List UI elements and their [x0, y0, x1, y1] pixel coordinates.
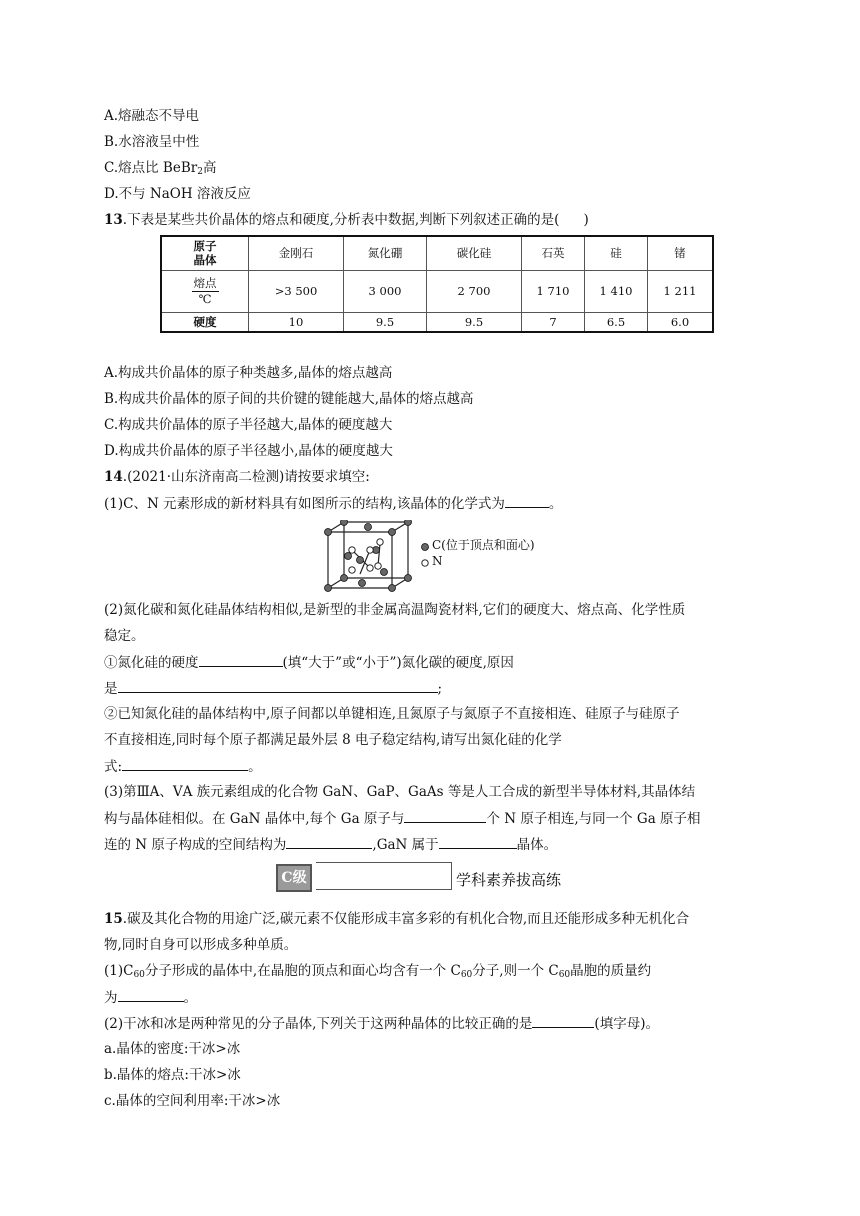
banner-rule-box: [316, 862, 452, 890]
col-quartz: 石英: [522, 236, 585, 270]
q12-option-d: D.不与 NaOH 溶液反应: [104, 186, 251, 202]
banner-title: 学科素养拔高练: [456, 871, 562, 889]
col-diamond: 金刚石: [249, 236, 344, 270]
q14-part3-line2: 构与晶体硅相似。在 GaN 晶体中,每个 Ga 原子与 个 N 原子相连,与同一个 Ga 原子相: [104, 808, 701, 829]
col-germanium: 锗: [648, 236, 714, 270]
q13-option-a: A.构成共价晶体的原子种类越多,晶体的熔点越高: [104, 365, 393, 381]
table-cell: 2 700: [427, 270, 522, 312]
q13-data-table: [160, 235, 714, 333]
q15-part1-line1: $(1)C_{60}$分子形成的晶体中,在晶胞的顶点和面心均含有一个 $C_{60}$分子,则一个 $C_{60}$晶胞的质量约: [104, 963, 652, 980]
q14-part2-c1: ②已知氮化硅的晶体结构中,原子间都以单键相连,且氮原子与氮原子不直接相连、硅原子与硅原子: [104, 706, 680, 722]
q14-part2-line2: 稳定。: [104, 628, 145, 644]
table-cell: 1 710: [522, 270, 585, 312]
q14-part2-a: ①氮化硅的硬度 (填“大于”或“小于”)氮化碳的硬度,原因: [104, 652, 514, 673]
legend-nitrogen-icon: [422, 560, 428, 566]
q14-part1: (1)C、N 元素形成的新材料具有如图所示的结构,该晶体的化学式为 。: [104, 493, 562, 514]
table-header-corner: 原子 晶体: [161, 236, 249, 270]
table-cell: 6.5: [585, 312, 648, 332]
table-cell: 1 410: [585, 270, 648, 312]
q15-option-c: c.晶体的空间利用率:干冰>冰: [104, 1093, 281, 1109]
q14-stem: 14.(2021·山东济南高二检测)请按要求填空:: [104, 469, 370, 485]
q15-option-a: a.晶体的密度:干冰>冰: [104, 1041, 241, 1057]
banner-level-label: C级: [281, 870, 307, 886]
q13-stem: 13.下表是某些共价晶体的熔点和硬度,分析表中数据,判断下列叙述正确的是( ): [104, 212, 589, 228]
melting-point-label: $\frac{\text{熔点}}{℃}$: [161, 270, 249, 312]
q15-part2: (2)干冰和冰是两种常见的分子晶体,下列关于这两种晶体的比较正确的是 (填字母)。: [104, 1013, 659, 1034]
q15-part1-line2: 为 。: [104, 987, 197, 1008]
q14-part2-line1: (2)氮化碳和氮化硅晶体结构相似,是新型的非金属高温陶瓷材料,它们的硬度大、熔点高、化学性质: [104, 602, 686, 618]
nitrogen-atoms: [349, 539, 383, 573]
q12-option-c: C.熔点比 BeBr$_2$高: [104, 160, 217, 177]
hardness-label: 硬度: [161, 312, 249, 332]
table-cell: 7: [522, 312, 585, 332]
q14-part2-d: 式: 。: [104, 756, 262, 777]
table-cell: 1 211: [648, 270, 714, 312]
q13-option-c: C.构成共价晶体的原子半径越大,晶体的硬度越大: [104, 417, 393, 433]
table-cell: 6.0: [648, 312, 714, 332]
table-cell: 10: [249, 312, 344, 332]
table-cell: 9.5: [427, 312, 522, 332]
q14-part2-b: 是 ;: [104, 678, 442, 699]
q13-option-b: B.构成共价晶体的原子间的共价键的键能越大,晶体的熔点越高: [104, 391, 474, 407]
table-cell: 9.5: [344, 312, 427, 332]
table-cell: >3 500: [249, 270, 344, 312]
q12-option-b: B.水溶液呈中性: [104, 134, 200, 150]
q14-part2-c2: 不直接相连,同时每个原子都满足最外层 8 电子稳定结构,请写出氮化硅的化学: [104, 732, 562, 748]
q13-option-d: D.构成共价晶体的原子半径越小,晶体的硬度越大: [104, 443, 393, 459]
q15-option-b: b.晶体的熔点:干冰>冰: [104, 1067, 241, 1083]
q14-part3-line1: (3)第ⅢA、ⅤA 族元素组成的化合物 GaN、GaP、GaAs 等是人工合成的新型半导体材料,其晶体结: [104, 784, 696, 800]
table-cell: 3 000: [344, 270, 427, 312]
legend-carbon-icon: [422, 544, 429, 551]
q15-line1: 15.碳及其化合物的用途广泛,碳元素不仅能形成丰富多彩的有机化合物,而且还能形成多种无机化合: [104, 911, 690, 927]
q15-line2: 物,同时自身可以形成多种单质。: [104, 937, 298, 953]
legend-nitrogen-label: N: [432, 554, 443, 568]
legend-carbon-label: C(位于顶点和面心): [432, 538, 535, 552]
q12-option-a: A.熔融态不导电: [104, 108, 200, 124]
col-boron-nitride: 氮化硼: [344, 236, 427, 270]
col-silicon-carbide: 碳化硅: [427, 236, 522, 270]
col-silicon: 硅: [585, 236, 648, 270]
cube-frame: [328, 522, 408, 588]
q14-part3-line3: 连的 N 原子构成的空间结构为 ,GaN 属于 晶体。: [104, 834, 557, 855]
